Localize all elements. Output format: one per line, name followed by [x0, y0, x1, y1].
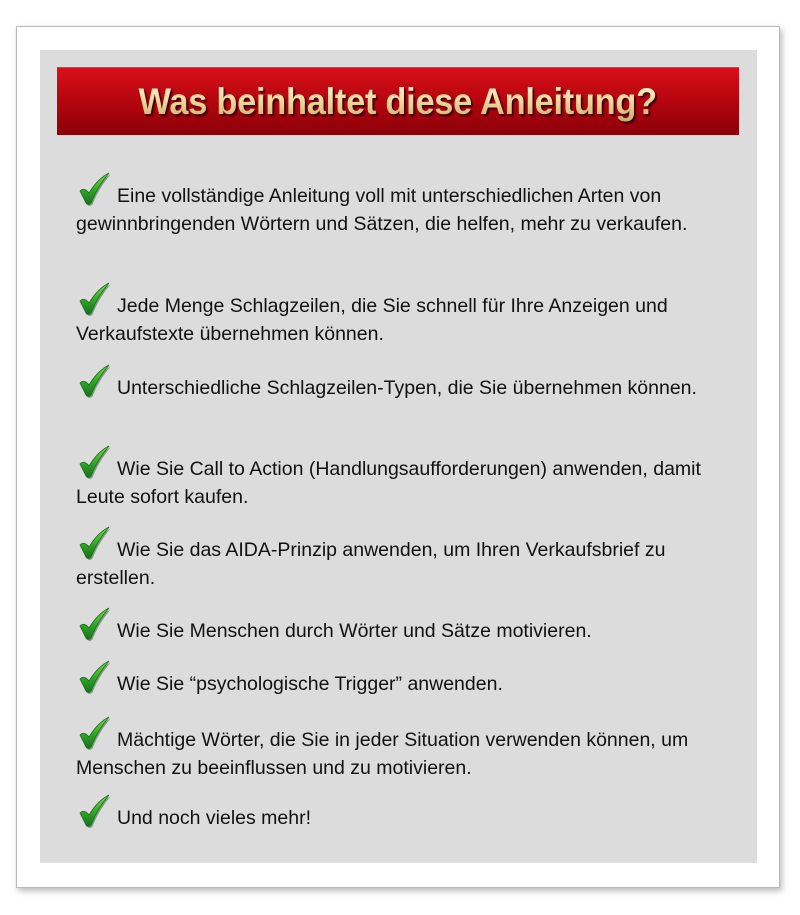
feature-text: Wie Sie Menschen durch Wörter und Sätze motivieren.: [117, 620, 592, 642]
checkmark-icon: [76, 364, 112, 398]
feature-item: [76, 282, 741, 348]
feature-text: Unterschiedliche Schlagzeilen-Typen, die Sie übernehmen können.: [117, 377, 697, 399]
checkmark-icon: [76, 716, 112, 750]
checkmark-icon: [76, 445, 112, 479]
feature-text: Wie Sie Call to Action (Handlungsaufforderungen) anwenden, damit Leute sofort kaufen.: [76, 458, 701, 508]
feature-item: [76, 660, 741, 698]
feature-item: [76, 794, 741, 832]
feature-item: [76, 364, 741, 402]
feature-item: [76, 172, 741, 238]
checkmark-icon: [76, 172, 112, 206]
feature-text: Und noch vieles mehr!: [117, 807, 312, 829]
checkmark-icon: [76, 282, 112, 316]
banner-title: Was beinhaltet diese Anleitung?: [138, 80, 658, 122]
feature-item: [76, 445, 741, 511]
title-banner: [57, 67, 739, 135]
feature-item: [76, 716, 741, 782]
feature-text: Eine vollständige Anleitung voll mit unterschiedlichen Arten von gewinnbringenden Wörtern und Sätzen, die helfen, mehr zu verkaufen.: [76, 185, 688, 235]
checkmark-icon: [76, 660, 112, 694]
checkmark-icon: [76, 526, 112, 560]
feature-text: Mächtige Wörter, die Sie in jeder Situation verwenden können, um Menschen zu beeinflussen und zu motivieren.: [76, 729, 689, 779]
feature-item: [76, 607, 741, 645]
feature-text: Wie Sie das AIDA-Prinzip anwenden, um Ihren Verkaufsbrief zu erstellen.: [76, 539, 666, 589]
checkmark-icon: [76, 794, 112, 828]
feature-item: [76, 526, 741, 592]
checkmark-icon: [76, 607, 112, 641]
feature-text: Wie Sie “psychologische Trigger” anwenden.: [117, 673, 503, 695]
feature-text: Jede Menge Schlagzeilen, die Sie schnell für Ihre Anzeigen und Verkaufstexte übernehmen können.: [76, 295, 668, 345]
